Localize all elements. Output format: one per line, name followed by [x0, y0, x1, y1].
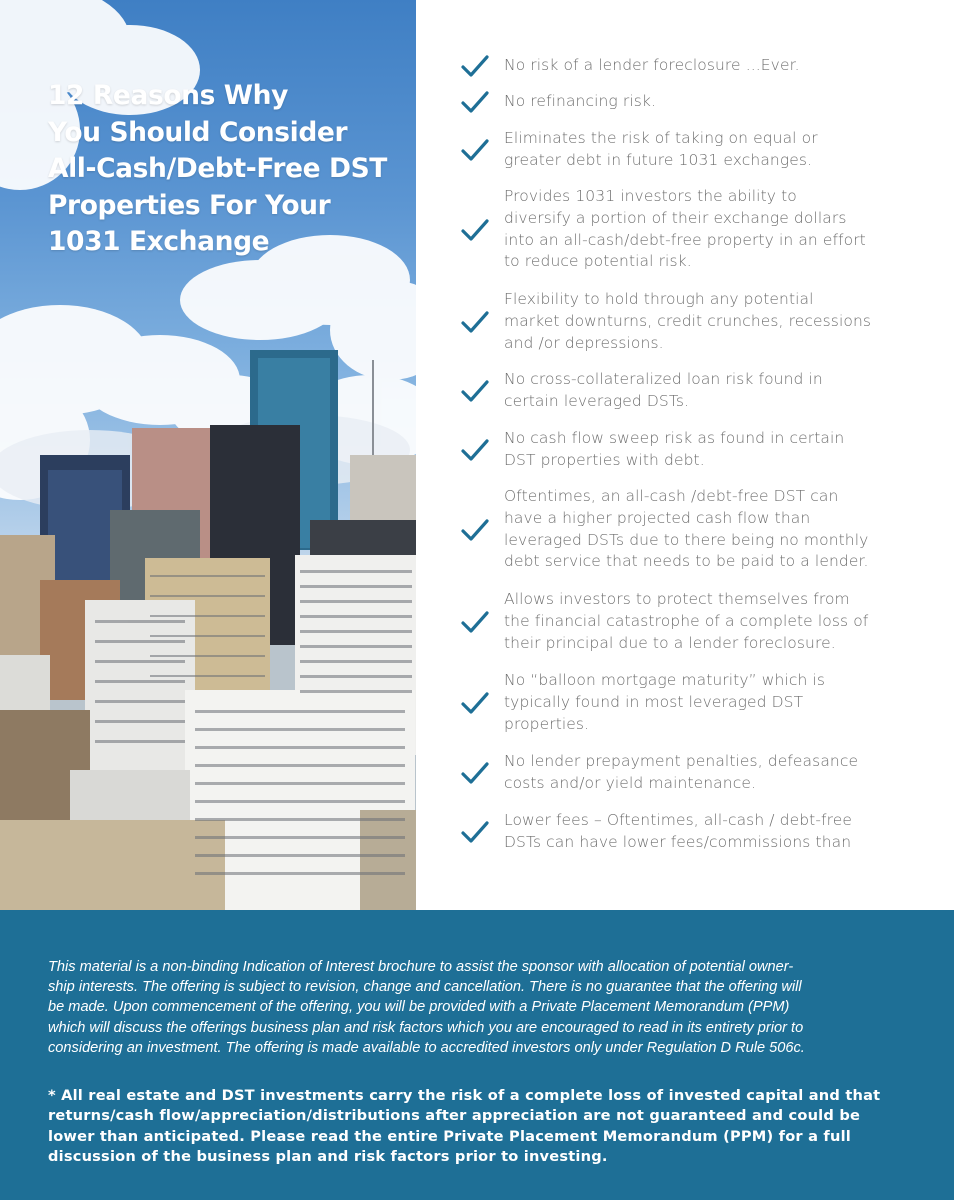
reason-text	[504, 186, 866, 273]
headline-line: Properties For Your	[48, 189, 331, 221]
reason-item-1	[460, 54, 930, 78]
reason-line: their principal due to a lender foreclosure.	[504, 633, 836, 652]
reason-text	[504, 55, 800, 77]
disclaimer-line: be made. Upon commencement of the offering, you will be provided with a Private Placement Memorandum (PPM)	[48, 999, 790, 1016]
reason-line: and /or depressions.	[504, 333, 664, 352]
reason-text	[504, 289, 871, 354]
disclaimer-line: ship interests. The offering is subject to revision, change and cancellation. There is no guarantee that the offering will	[48, 979, 802, 996]
reason-item-3	[460, 128, 930, 172]
reason-line: DST properties with debt.	[504, 450, 705, 469]
reason-line: the financial catastrophe of a complete loss of	[504, 611, 869, 630]
reason-line: properties.	[504, 714, 590, 733]
reason-text	[504, 810, 852, 854]
risk-line: returns/cash flow/appreciation/distributions after appreciation are not guaranteed and could be	[48, 1107, 861, 1125]
reason-line: No refinancing risk.	[504, 92, 657, 111]
reason-line: Eliminates the risk of taking on equal or	[504, 129, 818, 147]
reason-text	[504, 670, 825, 735]
reason-item-6	[460, 369, 930, 413]
reason-item-2	[460, 90, 930, 114]
reason-text	[504, 589, 868, 654]
headline-line: All-Cash/Debt-Free DST	[48, 153, 387, 184]
skyline-photo-panel	[0, 0, 416, 910]
reason-line: No cash flow sweep risk as found in certain	[504, 429, 845, 447]
reason-text	[504, 428, 844, 472]
reason-item-4	[460, 186, 930, 273]
reason-line: Provides 1031 investors the ability to	[504, 187, 797, 205]
reason-item-10	[460, 670, 930, 735]
risk-line: discussion of the business plan and risk factors prior to investing.	[48, 1147, 608, 1165]
checkmark-icon	[460, 379, 490, 403]
reason-line: costs and/or yield maintenance.	[504, 773, 756, 792]
reason-item-12	[460, 810, 930, 854]
reason-line: debt service that needs to be paid to a lender.	[504, 552, 869, 571]
checkmark-icon	[460, 138, 490, 162]
reason-line: No cross-collateralized loan risk found in	[504, 370, 823, 388]
reason-text	[504, 486, 869, 573]
checkmark-icon	[460, 90, 490, 114]
reason-line: diversify a portion of their exchange dollars	[504, 208, 847, 227]
headline-line: 1031 Exchange	[48, 226, 270, 257]
checkmark-icon	[460, 438, 490, 462]
headline-line: You Should Consider	[48, 116, 348, 148]
disclaimer-band	[0, 910, 954, 1200]
checkmark-icon	[460, 518, 490, 542]
reason-line: Oftentimes, an all-cash /debt-free DST can	[504, 487, 839, 505]
reason-line: Flexibility to hold through any potential	[504, 290, 814, 308]
reason-text	[504, 128, 818, 172]
reason-line: Lower fees – Oftentimes, all-cash / debt-free	[504, 811, 852, 829]
reason-item-9	[460, 589, 930, 654]
reason-text	[504, 369, 823, 413]
reason-line: greater debt in future 1031 exchanges.	[504, 150, 813, 169]
disclaimer-line: which will discuss the offerings business plan and risk factors which you are encouraged to read in its entirety prior to	[48, 1019, 804, 1036]
reason-item-7	[460, 428, 930, 472]
reason-line: have a higher projected cash flow than	[504, 508, 811, 527]
reason-text	[504, 91, 656, 113]
reason-item-11	[460, 751, 930, 795]
risk-disclaimer	[48, 1086, 918, 1167]
offering-disclaimer	[48, 957, 908, 1058]
page-headline	[48, 78, 408, 261]
reason-line: DSTs can have lower fees/commissions than	[504, 832, 852, 851]
reason-line: to reduce potential risk.	[504, 252, 692, 271]
reason-line: No lender prepayment penalties, defeasance	[504, 752, 859, 770]
reason-line: into an all-cash/debt-free property in an effort	[504, 230, 866, 249]
checkmark-icon	[460, 761, 490, 785]
reason-line: No risk of a lender foreclosure ...Ever.	[504, 56, 800, 75]
checkmark-icon	[460, 218, 490, 242]
checkmark-icon	[460, 820, 490, 844]
disclaimer-line: This material is a non-binding Indication of Interest brochure to assist the sponsor with allocation of potential owner-	[48, 959, 794, 975]
checkmark-icon	[460, 691, 490, 715]
reason-item-8	[460, 486, 930, 573]
risk-line: lower than anticipated. Please read the entire Private Placement Memorandum (PPM) for a full	[48, 1127, 851, 1145]
disclaimer-line: considering an investment. The offering is made available to accredited investors only under Regulation D Rule 506c.	[48, 1039, 805, 1056]
reason-line: typically found in most leveraged DST	[504, 692, 804, 711]
checkmark-icon	[460, 54, 490, 78]
reason-line: market downturns, credit crunches, recessions	[504, 311, 872, 330]
reason-line: leveraged DSTs due to there being no monthly	[504, 530, 869, 549]
reason-line: Allows investors to protect themselves from	[504, 590, 850, 608]
checkmark-icon	[460, 310, 490, 334]
reason-line: No “balloon mortgage maturity” which is	[504, 671, 826, 689]
reason-item-5	[460, 289, 930, 354]
checkmark-icon	[460, 610, 490, 634]
risk-line: * All real estate and DST investments carry the risk of a complete loss of invested capital and that	[48, 1087, 881, 1104]
reason-line: certain leveraged DSTs.	[504, 391, 690, 410]
headline-line: 12 Reasons Why	[48, 80, 288, 111]
reason-text	[504, 751, 858, 795]
